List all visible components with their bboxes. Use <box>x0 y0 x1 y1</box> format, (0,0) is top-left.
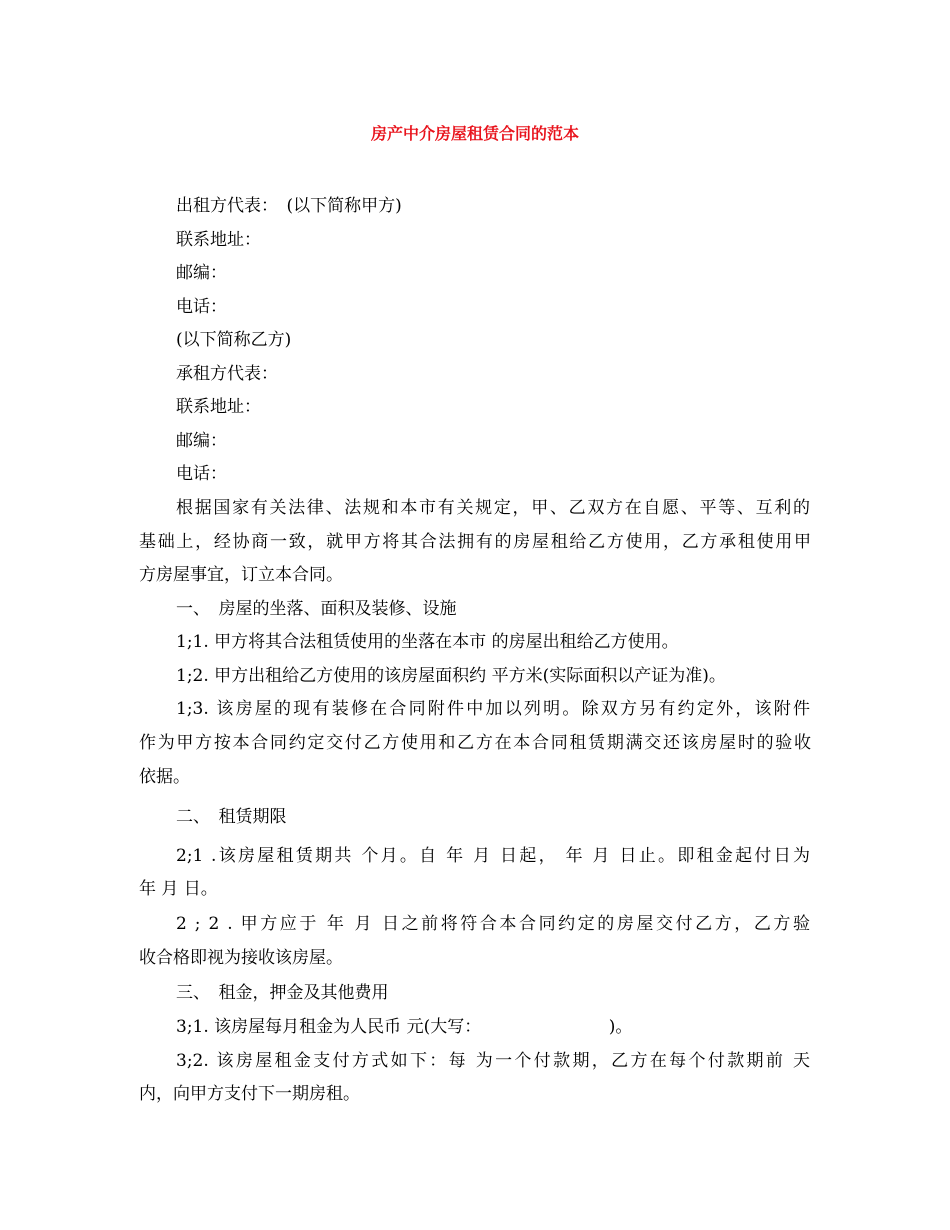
clause-line: 1;3. 该房屋的现有装修在合同附件中加以列明。除双方另有约定外，该附件 <box>176 699 810 719</box>
clause-line: 1;2. 甲方出租给乙方使用的该房屋面积约 平方米(实际面积以产证为准)。 <box>176 666 726 686</box>
section-heading: 二、 租赁期限 <box>176 807 287 827</box>
party-b-alias-line: (以下简称乙方) <box>176 330 292 350</box>
clause-line: 内，向甲方支付下一期房租。 <box>139 1084 360 1104</box>
clause-line: 作为甲方按本合同约定交付乙方使用和乙方在本合同租赁期满交还该房屋时的验收 <box>139 733 811 753</box>
clause-line: 2 ; 2 . 甲方应于 年 月 日之前将符合本合同约定的房屋交付乙方，乙方验 <box>176 914 810 934</box>
clause-line: 收合格即视为接收该房屋。 <box>139 948 343 968</box>
lessee-phone-line: 电话： <box>176 464 227 484</box>
clause-line: 2;1 .该房屋租赁期共 个月。自 年 月 日起， 年 月 日止。即租金起付日为 <box>176 846 810 866</box>
lessee-representative-line: 承租方代表： <box>176 364 278 384</box>
clause-line: 3;1. 该房屋每月租金为人民币 元(大写： )。 <box>176 1017 633 1037</box>
section-heading: 一、 房屋的坐落、面积及装修、设施 <box>176 599 457 619</box>
preamble-line: 根据国家有关法律、法规和本市有关规定，甲、乙双方在自愿、平等、互利的 <box>176 498 810 518</box>
clause-line: 年 月 日。 <box>139 879 218 899</box>
lessor-address-line: 联系地址： <box>176 230 261 250</box>
preamble-line: 基础上，经协商一致，就甲方将其合法拥有的房屋租给乙方使用，乙方承租使用甲 <box>139 532 811 552</box>
section-heading: 三、 租金，押金及其他费用 <box>176 983 389 1003</box>
lessor-postcode-line: 邮编： <box>176 263 227 283</box>
lessor-phone-line: 电话： <box>176 297 227 317</box>
preamble-line: 方房屋事宜，订立本合同。 <box>139 565 343 585</box>
lessor-representative-line: 出租方代表： (以下简称甲方) <box>176 196 402 216</box>
lessee-address-line: 联系地址： <box>176 397 261 417</box>
clause-line: 依据。 <box>139 767 190 787</box>
clause-line: 3;2. 该房屋租金支付方式如下：每 为一个付款期，乙方在每个付款期前 天 <box>176 1051 810 1071</box>
clause-line: 1;1. 甲方将其合法租赁使用的坐落在本市 的房屋出租给乙方使用。 <box>176 632 679 652</box>
lessee-postcode-line: 邮编： <box>176 431 227 451</box>
document-title: 房产中介房屋租赁合同的范本 <box>370 124 579 143</box>
